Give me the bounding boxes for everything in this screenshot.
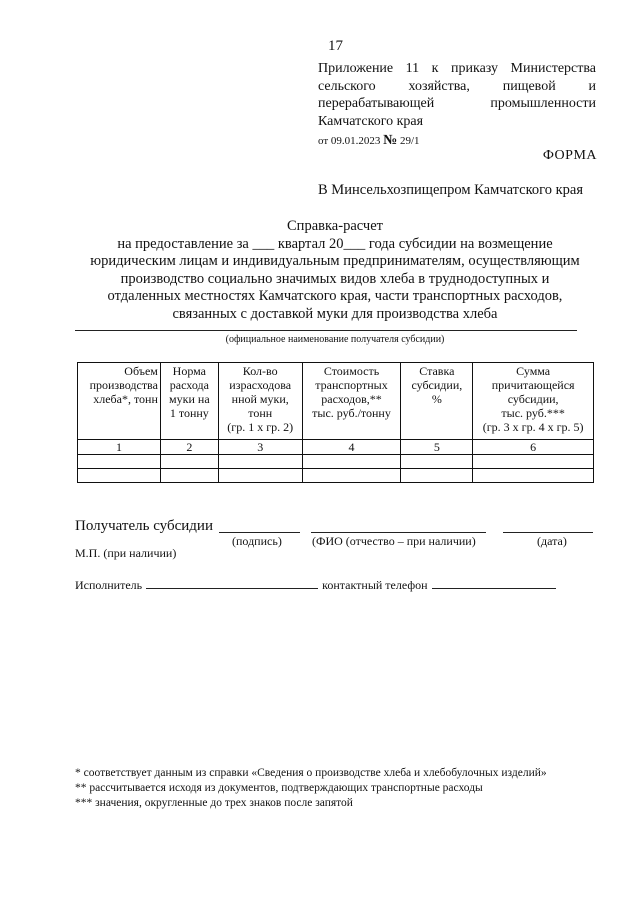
calculation-table [77,362,594,483]
header-cell: Ставка субсидии, % [401,363,473,440]
recipient-caption: (официальное наименование получателя субсидии) [225,334,445,345]
order-date: 09.01.2023 [330,135,381,147]
title-line: отдаленных местностях Камчатского края, части транспортных расходов, [107,288,563,304]
column-number: 5 [401,440,473,455]
column-number-row [78,440,594,455]
footnote: ** рассчитывается исходя из документов, подтверждающих транспортные расходы [75,782,483,794]
table-row [78,469,594,483]
date-prefix: от [318,135,329,147]
table-cell[interactable] [473,455,594,469]
title-line: юридическим лицам и индивидуальным предпринимателям, осуществляющим [90,253,580,269]
footnote: * соответствует данным из справки «Сведения о производстве хлеба и хлебобулочных изделий» [75,767,547,779]
number-sign: № [383,133,398,148]
header-cell: Стоимость транспортных расходов,** тыс. руб./тонну [302,363,401,440]
table-row [78,455,594,469]
header-cell: Объем производства хлеба*, тонн [78,363,161,440]
recipient-signature-label: Получатель субсидии [75,518,213,534]
header-cell: Кол-во израсходова нной муки, тонн (гр. 1 х гр. 2) [218,363,302,440]
title-line: связанных с доставкой муки для производства хлеба [172,305,498,322]
column-number: 2 [160,440,218,455]
header-cell: Норма расхода муки на 1 тонну [160,363,218,440]
full-name-caption: (ФИО (отчество – при наличии) [312,534,476,548]
title-line: на предоставление за ___ квартал 20___ года субсидии на возмещение [117,235,553,252]
column-number: 3 [218,440,302,455]
column-number: 4 [302,440,401,455]
recipient-name-line [75,330,577,331]
header-cell: Сумма причитающейся субсидии, тыс. руб.*** (гр. 3 х гр. 4 х гр. 5) [473,363,594,440]
table-cell[interactable] [78,469,161,483]
table-cell[interactable] [218,469,302,483]
phone-blank[interactable] [432,588,556,589]
form-label: ФОРМА [542,148,597,163]
table-cell[interactable] [160,469,218,483]
table-cell[interactable] [302,469,401,483]
table-cell[interactable] [401,455,473,469]
appendix-note: Приложение 11 к приказу Министерства сельского хозяйства, пищевой и перерабатывающей промышленности Камчатского края [318,61,596,129]
footnote: *** значения, округленные до трех знаков после запятой [75,797,353,809]
table-cell[interactable] [160,455,218,469]
title-line: Справка-расчет [287,218,383,234]
executor-line [75,578,556,593]
column-number: 1 [78,440,161,455]
document-title [80,218,590,323]
signature-caption: (подпись) [232,534,282,548]
table-cell[interactable] [401,469,473,483]
order-number: 29/1 [400,135,420,147]
signature-blank[interactable] [219,532,300,533]
order-date-line [318,133,420,149]
phone-label: контактный телефон [322,578,428,592]
executor-label: Исполнитель [75,578,143,592]
full-name-blank[interactable] [311,532,486,533]
page-number: 17 [328,38,343,54]
date-blank[interactable] [503,532,593,533]
table-cell[interactable] [473,469,594,483]
stamp-note: М.П. (при наличии) [75,546,177,560]
table-cell[interactable] [218,455,302,469]
executor-blank[interactable] [146,588,318,589]
table-cell[interactable] [302,455,401,469]
title-line: производство социально значимых видов хлеба в труднодоступных и [120,270,550,287]
date-caption: (дата) [537,534,567,548]
table-header-row [78,363,594,440]
footnotes [75,766,595,811]
column-number: 6 [473,440,594,455]
table-cell[interactable] [78,455,161,469]
addressee: В Минсельхозпищепром Камчатского края [318,182,584,198]
